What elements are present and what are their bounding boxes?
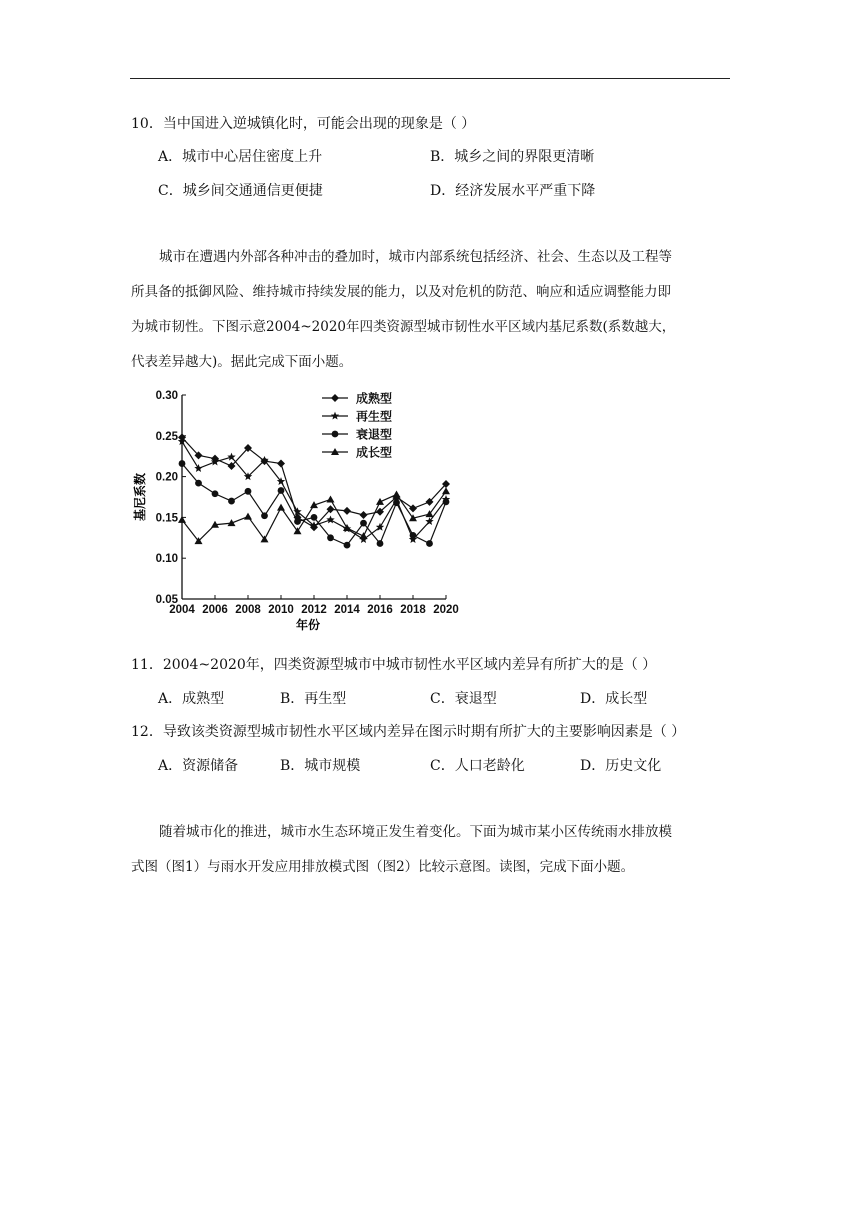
question-12-option-a: A．资源储备 — [158, 758, 239, 774]
header-rule — [130, 78, 730, 79]
chart-legend — [322, 391, 392, 460]
y-tick-label: 0.25 — [155, 430, 178, 443]
circle-marker — [245, 488, 252, 495]
legend-label: 成长型 — [356, 445, 393, 460]
circle-marker — [332, 431, 339, 438]
legend-item — [322, 427, 392, 442]
circle-marker — [261, 512, 268, 519]
question-10-option-c: C．城乡间交通通信更便捷 — [158, 183, 323, 199]
y-tick-label: 0.20 — [155, 471, 178, 484]
question-11-option-a: A．成熟型 — [158, 691, 225, 707]
circle-marker — [426, 540, 433, 547]
legend-label: 再生型 — [356, 409, 393, 424]
triangle-marker — [277, 504, 285, 511]
question-10-option-b: B．城乡之间的界限更清晰 — [430, 149, 595, 165]
diamond-marker — [343, 507, 351, 515]
triangle-marker — [244, 513, 252, 520]
x-tick-label: 2020 — [433, 604, 459, 616]
reading-passage-2 — [131, 815, 731, 885]
question-10-option-d: D．经济发展水平严重下降 — [430, 183, 596, 199]
y-axis-label: 基尼系数 — [133, 472, 147, 522]
y-tick-label: 0.05 — [155, 594, 178, 606]
question-12-option-d: D．历史文化 — [580, 758, 662, 774]
question-10-option-a: A．城市中心居住密度上升 — [158, 149, 323, 165]
chart-series — [178, 433, 450, 548]
question-10-stem: 10．当中国进入逆城镇化时，可能会出现的现象是（ ） — [131, 116, 476, 132]
y-tick-label: 0.10 — [155, 553, 178, 566]
series-line — [182, 437, 446, 527]
triangle-marker — [393, 491, 401, 498]
circle-marker — [195, 480, 202, 487]
x-tick-label: 2008 — [235, 604, 261, 616]
circle-marker — [179, 460, 186, 467]
circle-marker — [344, 542, 351, 549]
circle-marker — [294, 518, 301, 525]
x-tick-label: 2004 — [169, 604, 195, 616]
triangle-marker — [442, 487, 450, 494]
star-marker — [331, 412, 339, 420]
y-tick-label: 0.15 — [155, 512, 178, 525]
passage-1-line: 城市在遭遇内外部各种冲击的叠加时，城市内部系统包括经济、社会、生态以及工程等 — [159, 249, 672, 265]
question-12-stem: 12．导致该类资源型城市韧性水平区域内差异在图示时期有所扩大的主要影响因素是（ ） — [131, 724, 686, 740]
x-tick-label: 2014 — [334, 604, 360, 616]
circle-marker — [311, 514, 318, 521]
x-tick-label: 2016 — [367, 604, 393, 616]
passage-1-line: 代表差异越大)。据此完成下面小题。 — [131, 354, 353, 370]
x-tick-label: 2010 — [268, 604, 294, 616]
passage-1-line: 为城市韧性。下图示意2004~2020年四类资源型城市韧性水平区域内基尼系数(系数越大， — [131, 319, 676, 335]
question-11-stem: 11．2004~2020年，四类资源型城市中城市韧性水平区域内差异有所扩大的是（ ） — [131, 657, 657, 673]
diamond-marker — [409, 504, 417, 512]
legend-item — [322, 409, 392, 424]
circle-marker — [360, 520, 367, 527]
x-tick-label: 2018 — [400, 604, 426, 616]
passage-2-line: 式图（图1）与雨水开发应用排放模式图（图2）比较示意图。读图，完成下面小题。 — [131, 859, 635, 875]
reading-passage-1 — [131, 240, 731, 380]
star-marker — [326, 515, 334, 523]
x-axis-label: 年份 — [295, 618, 321, 632]
legend-label: 衰退型 — [356, 427, 393, 442]
legend-item — [322, 445, 392, 460]
circle-marker — [327, 534, 334, 541]
triangle-marker — [376, 498, 384, 505]
triangle-marker — [360, 532, 368, 539]
question-11-option-b: B．再生型 — [280, 691, 347, 707]
question-11-option-d: D．成长型 — [580, 691, 648, 707]
gini-coefficient-line-chart — [130, 385, 470, 635]
question-11-option-c: C．衰退型 — [430, 691, 497, 707]
triangle-marker — [178, 516, 186, 523]
circle-marker — [228, 498, 235, 505]
passage-1-line: 所具备的抵御风险、维持城市持续发展的能力，以及对危机的防范、响应和适应调整能力即 — [131, 284, 671, 300]
question-12-option-b: B．城市规模 — [280, 758, 361, 774]
circle-marker — [377, 540, 384, 547]
circle-marker — [212, 490, 219, 497]
circle-marker — [278, 487, 285, 494]
legend-item — [322, 391, 392, 406]
circle-marker — [443, 498, 450, 505]
question-12-option-c: C．人口老龄化 — [430, 758, 525, 774]
star-marker — [194, 464, 202, 472]
circle-marker — [410, 532, 417, 539]
legend-label: 成熟型 — [356, 391, 393, 406]
triangle-marker — [327, 495, 335, 502]
y-tick-label: 0.30 — [155, 390, 178, 402]
circle-marker — [393, 499, 400, 506]
diamond-marker — [277, 460, 285, 468]
passage-2-line: 随着城市化的推进，城市水生态环境正发生着变化。下面为城市某小区传统雨水排放模 — [159, 824, 672, 840]
chart-ticks — [156, 390, 459, 616]
star-marker — [227, 453, 235, 461]
diamond-marker — [360, 511, 368, 519]
x-tick-label: 2012 — [301, 604, 327, 616]
x-tick-label: 2006 — [202, 604, 228, 616]
diamond-marker — [331, 394, 339, 402]
triangle-marker — [294, 527, 302, 534]
